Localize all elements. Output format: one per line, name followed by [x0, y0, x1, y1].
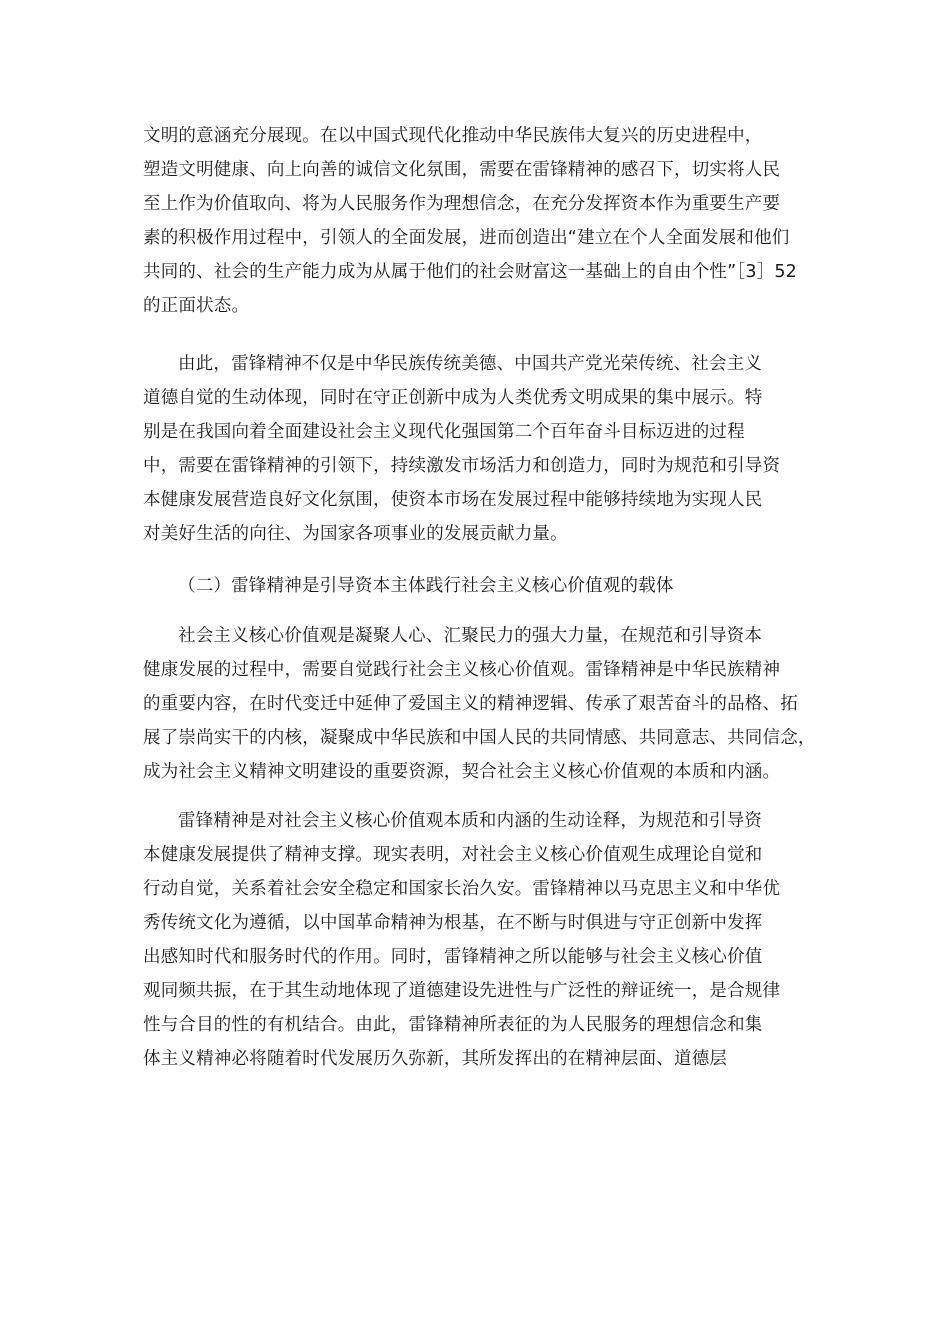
text-line: 中，需要在雷锋精神的引领下，持续激发市场活力和创造力，同时为规范和引导资 [143, 456, 781, 476]
section-heading-text: （二）雷锋精神是引导资本主体践行社会主义核心价值观的载体 [178, 576, 674, 596]
text-line: 健康发展的过程中，需要自觉践行社会主义核心价值观。雷锋精神是中华民族精神 [143, 660, 781, 680]
text-line: 对美好生活的向往、为国家各项事业的发展贡献力量。 [143, 524, 568, 544]
text-line: 观同频共振，在于其生动地体现了道德建设先进性与广泛性的辩证统一，是合规律 [143, 981, 781, 1001]
text-line: 至上作为价值取向、将为人民服务作为理想信念，在充分发挥资本作为重要生产要 [143, 194, 781, 214]
text-line: 雷锋精神是对社会主义核心价值观本质和内涵的生动诠释，为规范和引导资 [178, 811, 763, 831]
text-line: 行动自觉，关系着社会安全稳定和国家长治久安。雷锋精神以马克思主义和中华优 [143, 879, 781, 899]
text-line: 展了崇尚实干的内核，凝聚成中华民族和中国人民的共同情感、共同意志、共同信念， [143, 728, 816, 748]
text-line: 素的积极作用过程中，引领人的全面发展，进而创造出“建立在个人全面发展和他们 [143, 228, 790, 248]
paragraph-1 [143, 119, 823, 323]
text-line: 别是在我国向着全面建设社会主义现代化强国第二个百年奋斗目标迈进的过程 [143, 422, 745, 442]
text-line: 秀传统文化为遵循，以中国革命精神为根基，在不断与时俱进与守正创新中发挥 [143, 913, 763, 933]
text-line: 社会主义核心价值观是凝聚人心、汇聚民力的强大力量，在规范和引导资本 [178, 626, 763, 646]
paragraph-4 [143, 804, 823, 1076]
text-line: 共同的、社会的生产能力成为从属于他们的社会财富这一基础上的自由个性”［3］52 [143, 262, 798, 282]
text-line: 的正面状态。 [143, 296, 250, 316]
text-line: 性与合目的性的有机结合。由此，雷锋精神所表征的为人民服务的理想信念和集 [143, 1015, 763, 1035]
text-line: 体主义精神必将随着时代发展历久弥新，其所发挥出的在精神层面、道德层 [143, 1049, 728, 1069]
text-line: 成为社会主义精神文明建设的重要资源，契合社会主义核心价值观的本质和内涵。 [143, 762, 781, 782]
paragraph-3 [143, 619, 823, 789]
text-line: 由此，雷锋精神不仅是中华民族传统美德、中国共产党光荣传统、社会主义 [178, 354, 763, 374]
text-line: 塑造文明健康、向上向善的诚信文化氛围，需要在雷锋精神的感召下，切实将人民 [143, 160, 781, 180]
text-line: 道德自觉的生动体现，同时在守正创新中成为人类优秀文明成果的集中展示。特 [143, 388, 763, 408]
paragraph-2 [143, 347, 823, 551]
text-line: 文明的意涵充分展现。在以中国式现代化推动中华民族伟大复兴的历史进程中， [143, 126, 763, 146]
text-line: 本健康发展营造良好文化氛围，使资本市场在发展过程中能够持续地为实现人民 [143, 490, 763, 510]
text-line: 本健康发展提供了精神支撑。现实表明，对社会主义核心价值观生成理论自觉和 [143, 845, 763, 865]
section-heading [143, 569, 823, 603]
text-line: 出感知时代和服务时代的作用。同时，雷锋精神之所以能够与社会主义核心价值 [143, 947, 763, 967]
text-line: 的重要内容，在时代变迁中延伸了爱国主义的精神逻辑、传承了艰苦奋斗的品格、拓 [143, 694, 798, 714]
